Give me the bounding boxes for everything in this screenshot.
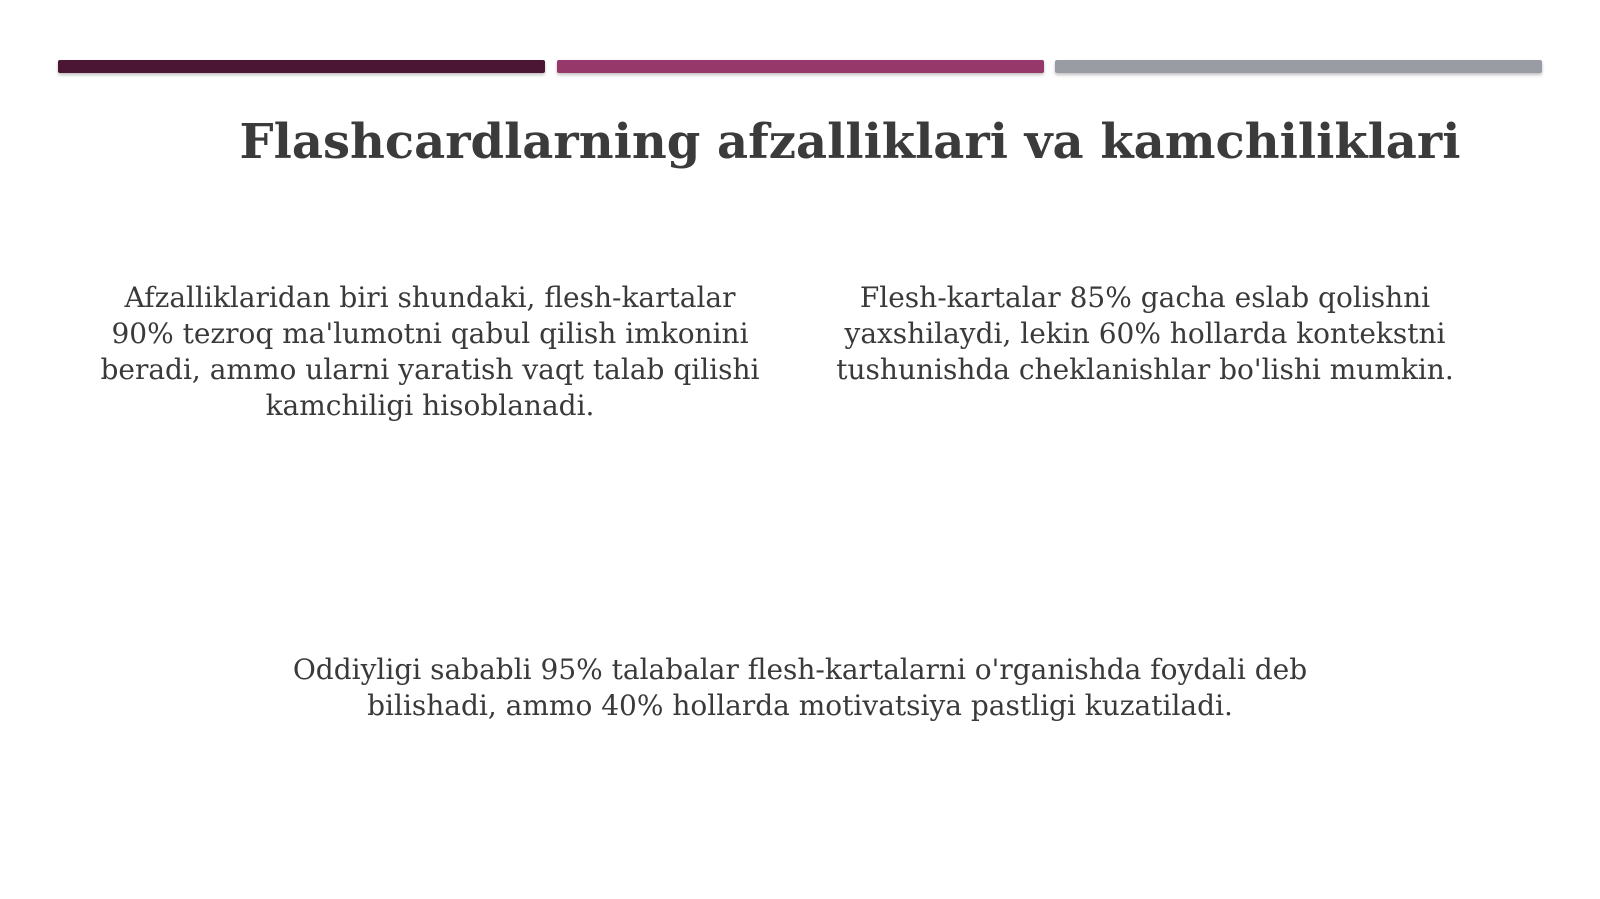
text-block-left: Afzalliklaridan biri shundaki, flesh-kartalar 90% tezroq ma'lumotni qabul qilish imkonini beradi, ammo ularni yaratish vaqt talab qilishi kamchiligi hisoblanadi. [100, 281, 760, 422]
accent-bar-magenta [557, 60, 1044, 73]
text-block-bottom: Oddiyligi sababli 95% talabalar flesh-kartalarni o'rganishda foydali deb bilishadi, ammo 40% hollarda motivatsiya pastligi kuzatiladi. [292, 653, 1308, 722]
slide-title: Flashcardlarning afzalliklari va kamchiliklari [239, 114, 1461, 170]
accent-bar-gray [1055, 60, 1542, 73]
text-block-right: Flesh-kartalar 85% gacha eslab qolishni yaxshilaydi, lekin 60% hollarda kontekstni tushunishda cheklanishlar bo'lishi mumkin. [836, 281, 1454, 386]
accent-bar-dark-plum [58, 60, 545, 73]
